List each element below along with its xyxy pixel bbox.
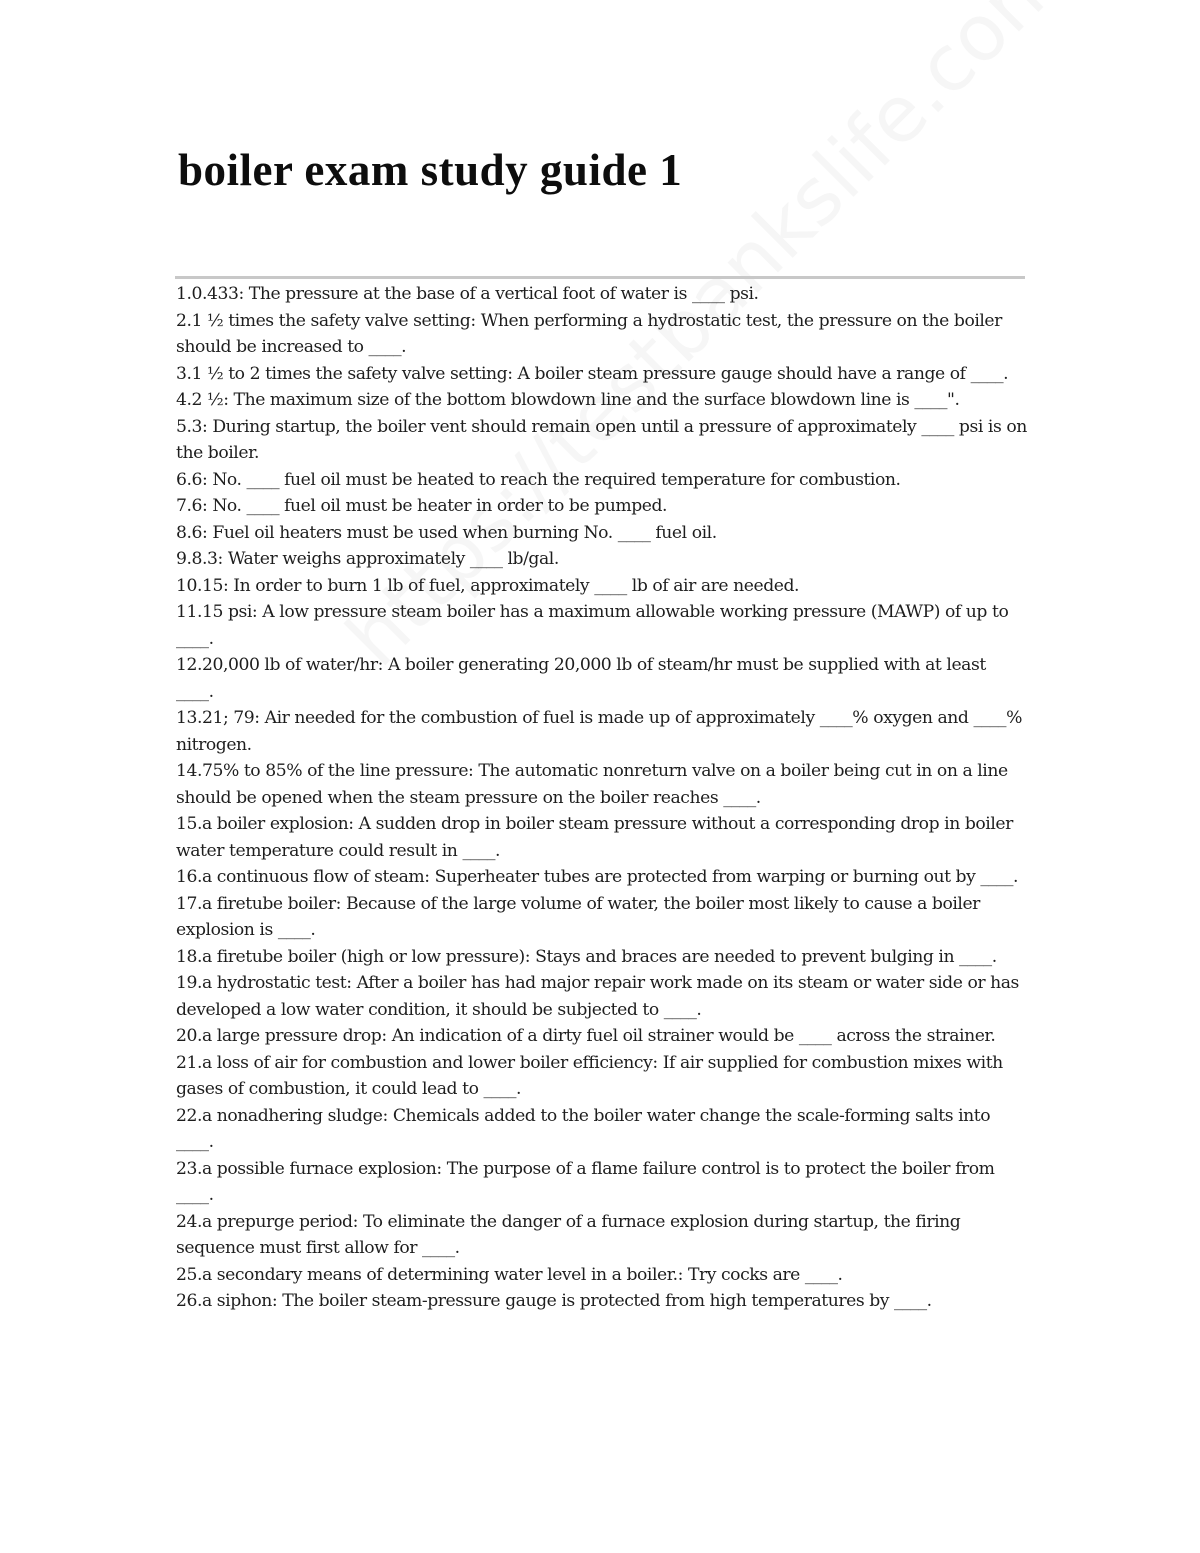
title-divider <box>175 276 1025 279</box>
question-item: 1.0.433: The pressure at the base of a vertical foot of water is ____ psi. <box>176 284 759 304</box>
question-item: 14.75% to 85% of the line pressure: The automatic nonreturn valve on a boiler being cut in on a line should be opened when the steam pressure on the boiler reaches ____. <box>176 761 1008 808</box>
question-item: 15.a boiler explosion: A sudden drop in boiler steam pressure without a corresponding drop in boiler water temperature could result in ____. <box>176 814 1013 861</box>
question-item: 17.a firetube boiler: Because of the large volume of water, the boiler most likely to cause a boiler explosion is ____. <box>176 893 980 940</box>
question-item: 16.a continuous flow of steam: Superheater tubes are protected from warping or burning out by ____. <box>176 867 1018 887</box>
question-list <box>176 281 1028 1315</box>
question-item: 9.8.3: Water weighs approximately ____ lb/gal. <box>176 549 559 569</box>
question-item: 3.1 ½ to 2 times the safety valve setting: A boiler steam pressure gauge should have a range of ____. <box>176 363 1009 384</box>
question-item: 23.a possible furnace explosion: The purpose of a flame failure control is to protect the boiler from ____. <box>176 1158 995 1205</box>
page-title: boiler exam study guide 1 <box>178 145 683 195</box>
question-item: 2.1 ½ times the safety valve setting: When performing a hydrostatic test, the pressure on the boiler should be increased to ____. <box>176 310 1002 357</box>
question-item: 22.a nonadhering sludge: Chemicals added to the boiler water change the scale-forming salts into ____. <box>176 1105 991 1152</box>
question-item: 8.6: Fuel oil heaters must be used when burning No. ____ fuel oil. <box>176 522 717 543</box>
question-item: 21.a loss of air for combustion and lower boiler efficiency: If air supplied for combustion mixes with gases of combustion, it could lead to ____. <box>176 1052 1003 1099</box>
question-item: 7.6: No. ____ fuel oil must be heater in order to be pumped. <box>176 496 668 516</box>
question-item: 26.a siphon: The boiler steam-pressure gauge is protected from high temperatures by ____. <box>176 1291 932 1311</box>
question-item: 10.15: In order to burn 1 lb of fuel, approximately ____ lb of air are needed. <box>176 575 800 596</box>
question-item: 5.3: During startup, the boiler vent should remain open until a pressure of approximately ____ psi is on the boiler. <box>176 416 1027 463</box>
question-item: 11.15 psi: A low pressure steam boiler has a maximum allowable working pressure (MAWP) of up to ____. <box>176 602 1009 649</box>
question-item: 6.6: No. ____ fuel oil must be heated to reach the required temperature for combustion. <box>176 469 901 490</box>
question-item: 24.a prepurge period: To eliminate the danger of a furnace explosion during startup, the firing sequence must first allow for ____. <box>176 1211 961 1258</box>
question-item: 20.a large pressure drop: An indication of a dirty fuel oil strainer would be ____ across the strainer. <box>176 1026 996 1046</box>
question-item: 25.a secondary means of determining water level in a boiler.: Try cocks are ____. <box>176 1264 843 1285</box>
question-item: 12.20,000 lb of water/hr: A boiler generating 20,000 lb of steam/hr must be supplied with at least ____. <box>176 655 986 702</box>
question-item: 4.2 ½: The maximum size of the bottom blowdown line and the surface blowdown line is ____". <box>176 390 960 410</box>
question-item: 18.a firetube boiler (high or low pressure): Stays and braces are needed to prevent bulging in ____. <box>176 946 997 967</box>
question-item: 19.a hydrostatic test: After a boiler has had major repair work made on its steam or water side or has developed a low water condition, it should be subjected to ____. <box>176 973 1019 1020</box>
question-item: 13.21; 79: Air needed for the combustion of fuel is made up of approximately ____% oxygen and ____% nitrogen. <box>176 708 1022 755</box>
